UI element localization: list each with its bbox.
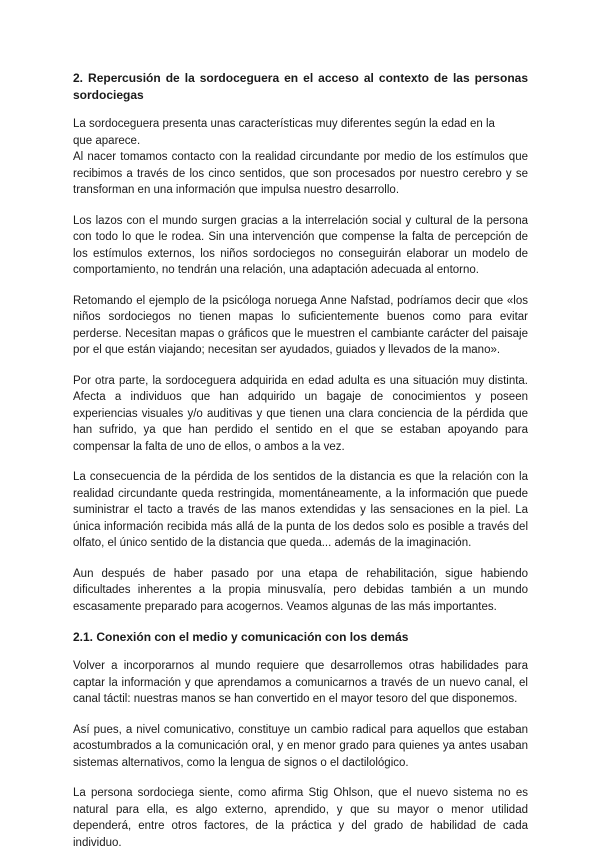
- section-heading: 2. Repercusión de la sordoceguera en el acceso al contexto de las personas sordociegas: [73, 71, 528, 102]
- paragraph-nafstad: Retomando el ejemplo de la psicóloga noruega Anne Nafstad, podríamos decir que «los niños sordociegos no tienen mapas lo suficientemente buenos como para evitar perderse. Necesitan mapas o gráficos que le muestren el cambiante carácter del paisaje por el que están viajando; necesitan ser ayudados, guiados y llevados de la mano».: [73, 294, 528, 356]
- paragraph-communication-change: Así pues, a nivel comunicativo, constituye un cambio radical para aquellos que estaban acostumbrados a la comunicación oral, y en menor grado para quienes ya antes usaban sistemas alternativos, como la lengua de signos o el dactilológico.: [73, 723, 528, 769]
- paragraph-intro: [73, 116, 528, 149]
- paragraph-ohlson: La persona sordociega siente, como afirma Stig Ohlson, que el nuevo sistema no es natural para ella, es algo externo, aprendido, y que su mayor o menor utilidad dependerá, entre otros factores, de la práctica y del grado de habilidad de cada individuo.: [73, 787, 528, 849]
- subsection-heading: 2.1. Conexión con el medio y comunicación con los demás: [73, 630, 409, 644]
- paragraph-rehabilitation: Aun después de haber pasado por una etapa de rehabilitación, sigue habiendo dificultades inherentes a la propia minusvalía, pero debidas también a un mundo escasamente preparado para acogernos. Veamos algunas de las más importantes.: [73, 567, 528, 613]
- paragraph-birth: Al nacer tomamos contacto con la realidad circundante por medio de los estímulos que recibimos a través de los cinco sentidos, que son procesados por nuestro cerebro y se transforman en una información que impulsa nuestro desarrollo.: [73, 151, 528, 196]
- paragraph-consequence: La consecuencia de la pérdida de los sentidos de la distancia es que la relación con la realidad circundante queda restringida, momentáneamente, a la información que puede suministrar el tacto a través de las manos extendidas y las sensaciones en la piel. La única información recibida más allá de la punta de los dedos solo es posible a través del olfato, el único sentido de la distancia que queda... además de la imaginación.: [73, 471, 528, 549]
- paragraph-adult-acquired: Por otra parte, la sordoceguera adquirida en edad adulta es una situación muy distinta. Afecta a individuos que han adquirido un bagaje de conocimientos y poseen experiencias visuales y/o auditivas y que tienen una clara conciencia de la pérdida que han sufrido, ya que han perdido el sentido en el que se estaban apoyando para compensar la falta de uno de ellos, o ambos a la vez.: [73, 374, 528, 453]
- paragraph-intro-line-1: La sordoceguera presenta unas características muy diferentes según la edad en la: [73, 118, 495, 130]
- paragraph-bonds: Los lazos con el mundo surgen gracias a la interrelación social y cultural de la persona con todo lo que le rodea. Sin una intervención que compense la falta de percepción de los estímulos externos, los niños sordociegos no conseguirán elaborar un modelo de comportamiento, no tendrán una relación, una adaptación adecuada al entorno.: [73, 214, 528, 276]
- paragraph-tactile-channel: Volver a incorporarnos al mundo requiere que desarrollemos otras habilidades para captar la información y que aprendamos a comunicarnos a través de un nuevo canal, el canal táctil: nuestras manos se han convertido en el mayor tesoro del que disponemos.: [73, 660, 528, 705]
- document-page: [73, 70, 528, 865]
- paragraph-intro-line-2: que aparece.: [73, 134, 141, 147]
